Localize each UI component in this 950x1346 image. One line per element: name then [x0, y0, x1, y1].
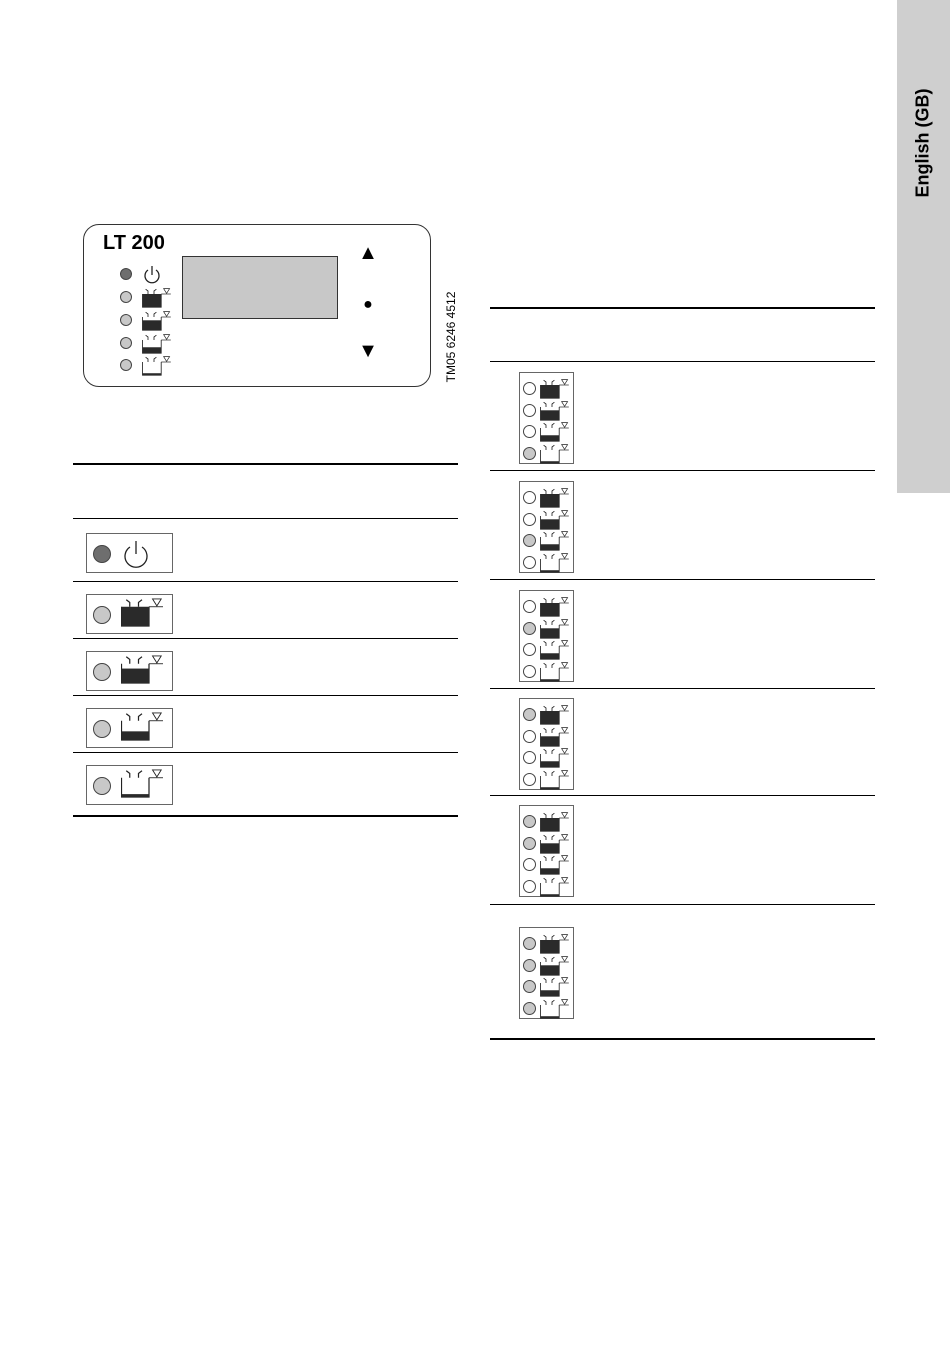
right-table-row-rule [490, 795, 875, 796]
tank-level-icon [121, 712, 169, 746]
tank-level-icon [142, 311, 174, 331]
left-row-start-lead-symbol [86, 708, 173, 748]
panel-title: LT 200 [103, 232, 165, 254]
indicator-led [523, 447, 536, 460]
tank-level-icon [540, 977, 574, 997]
tank-level-icon [142, 288, 174, 308]
right-table-row-rule [490, 470, 875, 471]
tank-level-icon [142, 334, 174, 354]
tank-level-icon [540, 531, 574, 551]
tank-level-icon [540, 934, 574, 954]
indicator-led [523, 556, 536, 569]
indicator-led [523, 959, 536, 972]
tank-level-icon [540, 619, 574, 639]
indicator-led [93, 606, 111, 624]
tank-level-icon [540, 510, 574, 530]
indicator-led [120, 314, 132, 326]
indicator-led [523, 600, 536, 613]
tank-level-icon [540, 379, 574, 399]
indicator-led [523, 858, 536, 871]
right-row-2-indicators [519, 481, 574, 573]
indicator-led [523, 708, 536, 721]
language-tab-label: English (GB) [912, 88, 933, 198]
figure-code: TM05 6246 4512 [444, 291, 458, 383]
indicator-led [523, 880, 536, 893]
indicator-led [120, 291, 132, 303]
power-icon [121, 539, 151, 569]
tank-level-icon [540, 770, 574, 790]
indicator-led [523, 404, 536, 417]
indicator-led [523, 730, 536, 743]
tank-level-icon [540, 999, 574, 1019]
tank-level-icon [540, 705, 574, 725]
indicator-led [523, 837, 536, 850]
left-table-row-rule [73, 752, 458, 753]
indicator-led [523, 980, 536, 993]
left-row-power-symbol [86, 533, 173, 573]
right-row-5-indicators [519, 805, 574, 897]
indicator-led [523, 622, 536, 635]
panel-indicator-power [120, 265, 200, 285]
indicator-led [523, 513, 536, 526]
panel-indicator-stop [120, 356, 200, 376]
indicator-led [523, 382, 536, 395]
indicator-led [93, 720, 111, 738]
tank-level-icon [540, 422, 574, 442]
left-row-start-lag-symbol [86, 651, 173, 691]
tank-level-icon [142, 356, 174, 376]
right-table-header-rule [490, 361, 875, 362]
right-table-row-rule [490, 579, 875, 580]
indicator-led [120, 359, 132, 371]
language-tab [897, 0, 950, 493]
tank-level-icon [121, 655, 169, 689]
tank-level-icon [540, 444, 574, 464]
indicator-led [523, 491, 536, 504]
tank-level-icon [540, 597, 574, 617]
down-button[interactable]: ▼ [358, 340, 378, 362]
tank-level-icon [121, 598, 169, 632]
indicator-led [523, 1002, 536, 1015]
panel-display [182, 256, 338, 319]
right-row-4-indicators [519, 698, 574, 790]
left-table-row-rule [73, 695, 458, 696]
indicator-led [523, 751, 536, 764]
left-table-row-rule [73, 581, 458, 582]
indicator-led [523, 665, 536, 678]
indicator-led [120, 337, 132, 349]
tank-level-icon [540, 748, 574, 768]
indicator-led [523, 773, 536, 786]
indicator-led [523, 815, 536, 828]
tank-level-icon [121, 769, 169, 803]
enter-button[interactable]: ● [363, 296, 373, 313]
up-button[interactable]: ▲ [358, 242, 378, 264]
right-row-1-indicators [519, 372, 574, 464]
tank-level-icon [540, 640, 574, 660]
tank-level-icon [540, 727, 574, 747]
indicator-led [523, 425, 536, 438]
right-table-top-rule [490, 307, 875, 309]
tank-level-icon [540, 812, 574, 832]
right-table-row-rule [490, 688, 875, 689]
panel-indicator-start-lead [120, 334, 200, 354]
tank-level-icon [540, 834, 574, 854]
tank-level-icon [540, 401, 574, 421]
right-row-3-indicators [519, 590, 574, 682]
right-row-6-indicators [519, 927, 574, 1019]
left-table-header-rule [73, 518, 458, 519]
panel-indicator-start-lag [120, 311, 200, 331]
tank-level-icon [540, 855, 574, 875]
power-icon [142, 265, 162, 285]
panel-indicator-high-level [120, 288, 200, 308]
power-led [120, 268, 132, 280]
control-panel [83, 224, 431, 387]
tank-level-icon [540, 956, 574, 976]
indicator-led [523, 937, 536, 950]
indicator-led [523, 643, 536, 656]
tank-level-icon [540, 877, 574, 897]
left-row-stop-symbol [86, 765, 173, 805]
power-led [93, 545, 111, 563]
right-table-row-rule [490, 904, 875, 905]
tank-level-icon [540, 662, 574, 682]
tank-level-icon [540, 553, 574, 573]
indicator-led [93, 663, 111, 681]
right-table-bottom-rule [490, 1038, 875, 1040]
indicator-led [93, 777, 111, 795]
left-row-high-level-symbol [86, 594, 173, 634]
indicator-led [523, 534, 536, 547]
left-table-row-rule [73, 638, 458, 639]
tank-level-icon [540, 488, 574, 508]
left-table-bottom-rule [73, 815, 458, 817]
left-table-top-rule [73, 463, 458, 465]
